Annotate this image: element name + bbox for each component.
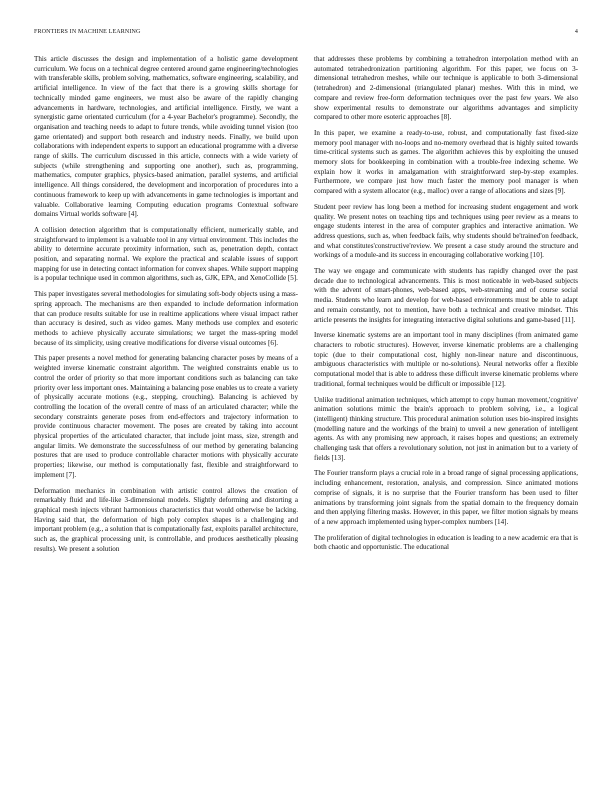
paragraph: In this paper, we examine a ready-to-use, robust, and computationally fast fixed-size memory pool manager with no-loops and no-memory overhead that is highly suited towards time-critical systems such as games. The algorithm achieves this by exploiting the unused memory slots for bookkeeping in combination with a trouble-free indexing scheme. We explain how it works in amalgamation with straightforward step-by-step examples. Furthermore, we compare just how much faster the memory pool manager is when compared with a system allocator (e.g., malloc) over a range of allocations and sizes [9]. [314,128,578,196]
paragraph: The proliferation of digital technologies in education is leading to a new academic era that is both chaotic and opportunistic. The educational [314,533,578,552]
paragraph: The Fourier transform plays a crucial role in a broad range of signal processing applications, including enhancement, restoration, analysis, and compression. Since animated motions comprise of signals, it is no surprise that the Fourier transform has been used to filter animations by transforming joint signals from the spatial domain to the frequency domain and then applying filtering masks. However, in this paper, we filter motion signals by means of a new approach implemented using hyper-complex numbers [14]. [314,469,578,526]
paragraph: This paper presents a novel method for generating balancing character poses by means of a weighted inverse kinematic constraint algorithm. The weighted constraints enable us to control the order of priority so that more important conditions such as balancing can take priority over less important ones. Maintaining a balancing pose enables us to create a variety of physically accurate motions (e.g., stepping, crouching). Balancing is achieved by controlling the location of the overall centre of mass of an articulated character; while the secondary constraints generate poses from end-effectors and trajectory information to provide continuous character movement. The poses are created by taking into account physical properties of the articulated character, that include joint mass, size, strength and angular limits. We demonstrate the successfulness of our method by generating balancing postures that are used to produce controllable character motions with physically accurate properties; likewise, our method is computationally fast, flexible and straightforward to implement [7]. [34,354,298,479]
right-column [314,55,578,559]
paragraph: Inverse kinematic systems are an important tool in many disciplines (from animated game characters to robotic structures). However, inverse kinematic problems are a challenging topic (due to their computational cost, highly non-linear nature and discontinuous, ambiguous characteristics with multiple or no-solutions). Neural networks offer a flexible computational model that is able to address these difficult inverse kinematic problems where traditional, formal techniques would be difficult or impossible [12]. [314,331,578,388]
paragraph: Unlike traditional animation techniques, which attempt to copy human movement,'cognitive' animation solutions mimic the brain's approach to problem solving, i.e., a logical (intelligent) thinking structure. This procedural animation solution uses bio-inspired insights (modelling nature and the workings of the brain) to unveil a new generation of intelligent agents. As with any promising new approach, it raises hopes and questions; an extremely challenging task that offers a revolutionary solution, not just in animation but to a variety of fields [13]. [314,395,578,462]
paragraph: The way we engage and communicate with students has rapidly changed over the past decade due to technological advancements. This is most noticeable in web-based subjects with the advent of smart-phones, web-based apps, web-streaming and of course social media. Students who learn and develop for web-based environments must be able to adapt and remain constantly, not to mention, have both a technical and creative mindset. This article presents the insights for integrating interactive digital solutions and game-based [11]. [314,267,578,324]
paragraph: Deformation mechanics in combination with artistic control allows the creation of remarkably fluid and life-like 3-dimensional models. Slightly deforming and distorting a graphical mesh injects vibrant harmonious characteristics that would otherwise be lacking. Having said that, the deformation of high poly complex shapes is a challenging and important problem (e.g., a solution that is computationally fast, exploits parallel architecture, such as, the graphical processing unit, is controllable, and produces aesthetically pleasing results). We present a solution [34,486,298,553]
paragraph: A collision detection algorithm that is computationally efficient, numerically stable, and straightforward to implement is a valuable tool in any virtual environment. This includes the ability to determine accurate proximity information, such as, penetration depth, contact position, and separating normal. We explore the practical and scalable issues of support mapping for use in detecting contact information for convex shapes. While support mapping is a popular technique used in common algorithms, such as, GJK, EPA, and XenoCollide [5]. [34,225,298,283]
page-number: 4 [574,29,578,35]
journal-title: FRONTIERS IN MACHINE LEARNING [34,29,141,35]
paragraph: This article discusses the design and implementation of a holistic game development curriculum. We focus on a technical degree centered around game engineering/technologies with transferable skills, problem solving, mathematics, software engineering, scalability, and artificial intelligence. In view of the fact that there is a growing skills shortage for technically minded game engineers, we must also be aware of the rapidly changing advancements in hardware, technologies, and artificial intelligence. Firstly, we want a synergistic game orientated curriculum (for a 4-year Bachelor's programme). Secondly, the organisation and teaching needs to adapt to future trends, while avoiding tunnel vision (too game orientated) and support both research and industry needs. Finally, we build upon collaborations with independent experts to support an educational programme with a diverse range of skills. The curriculum discussed in this article, connects with a wide variety of subjects (while strengthening and supporting one another), such as, programming, mathematics, computer graphics, physics-based animation, parallel systems, and artificial intelligence. All things considered, the development and incorporation of procedures into a continuous framework to keep up with advancements in game technologies is important and valuable. Collaborative learning Computing education programs Contextual software domains Virtual worlds software [4]. [34,55,298,219]
left-column [34,55,298,560]
paragraph: that addresses these problems by combining a tetrahedron interpolation method with an automated tetrahedronization partitioning algorithm. For this paper, we focus on 3-dimensional tetrahedron meshes, while our technique is applicable to both 3-dimensional (tetrahedron) and 2-dimensional (triangulated planar) meshes. With this in mind, we compare and review free-form deformation techniques over the past few years. We also show experimental results to demonstrate our algorithms advantages and simplicity compared to other more esoteric approaches [8]. [314,55,578,122]
paragraph: This paper investigates several methodologies for simulating soft-body objects using a mass- spring approach. The mechanisms are then expanded to include deformation information that can produce results suitable for use in realtime applications where visual impact rather than accuracy is desired, such as video games. Many methods use complex and esoteric methods to achieve physically accurate simulations; we target the mass-spring model because of its simplicity, using creative modifications for diverse visual outcomes [6]. [34,290,298,347]
paragraph: Student peer review has long been a method for increasing student engagement and work quality. We present notes on teaching tips and techniques using peer review as a means to engage students interest in the area of computer graphics and interactive animation. We address questions, such as, when feedback fails, why students should be'trained'on feedback, and what constitutes'constructive'review. We present a case study around the structure and workings of a module-and its success in encouraging collaborative working [10]. [314,202,578,260]
running-header [34,29,578,39]
